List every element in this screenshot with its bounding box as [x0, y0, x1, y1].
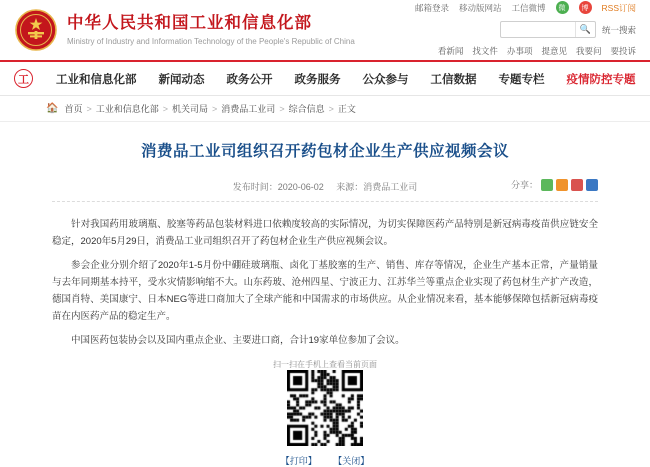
print-link[interactable]: 【打印】 — [280, 456, 317, 466]
site-title-cn: 中华人民共和国工业和信息化部 — [67, 13, 312, 32]
miit-weibo-link[interactable]: 工信微博 — [511, 2, 546, 13]
rss-link[interactable]: RSS订阅 — [601, 2, 636, 13]
wechat-icon[interactable]: 微 — [556, 1, 569, 14]
article-source: 来源：消费品工业司 — [336, 182, 418, 192]
article — [0, 122, 650, 467]
quick-feedback[interactable]: 提意见 — [541, 46, 567, 56]
breadcrumb-consumer-goods[interactable]: 消费品工业司 — [221, 104, 276, 114]
quick-complaint[interactable]: 要投诉 — [610, 46, 636, 56]
breadcrumb-article: 正文 — [337, 104, 356, 114]
article-paragraph: 参会企业分别介绍了2020年1-5月份中硼硅玻璃瓶、卤化丁基胶塞的生产、销售、库存等情况，企业生产基本正常，产量销量与去年同期基本持平，受水灾情影响缩不大。山东药玻、沧州四星、宁波正力、江苏华兰等重点企业实现了药包材生产扩产改造，德国肖特、美国康宁、日本NEG等进口商加大了全球产能和中国需求的市场供应。从企业情况来看，基本能够保障包括新冠病毒疫苗在内医药产品的稳定生产。 — [52, 260, 598, 322]
site-title-en: Ministry of Industry and Information Technology of the People's Republic of China — [67, 37, 355, 46]
search-row — [500, 21, 636, 38]
nav-epidemic[interactable]: 疫情防控专题 — [566, 73, 636, 86]
search-input[interactable] — [501, 22, 575, 37]
page-title: 消费品工业司组织召开药包材企业生产供应视频会议 — [140, 143, 509, 160]
national-emblem — [14, 8, 58, 52]
nav-service[interactable]: 政务服务 — [294, 73, 341, 86]
search-icon[interactable]: 🔍 — [575, 22, 595, 37]
nav-items — [45, 71, 647, 87]
home-icon: 🏠 — [46, 103, 59, 114]
breadcrumb-sep-2: > — [162, 103, 169, 114]
article-paragraph: 中国医药包装协会以及国内重点企业、主要进口商，合计19家单位参加了会议。 — [71, 335, 405, 346]
top-utility-links — [415, 1, 636, 14]
share-weibo-icon[interactable] — [556, 179, 568, 191]
breadcrumb-general-info[interactable]: 综合信息 — [288, 104, 325, 114]
article-footer-links — [52, 454, 598, 467]
nav-topics[interactable]: 专题专栏 — [498, 73, 545, 86]
site-title — [67, 12, 355, 48]
quick-news[interactable]: 看新闻 — [437, 46, 464, 56]
quick-ask[interactable]: 我要问 — [575, 46, 602, 56]
unified-search-label[interactable]: 统一搜索 — [601, 24, 636, 35]
breadcrumb-home[interactable]: 首页 — [64, 104, 83, 114]
nav-participation[interactable]: 公众参与 — [362, 73, 409, 86]
breadcrumb-sep-1: > — [86, 103, 92, 114]
qr-section — [52, 356, 598, 446]
share-label: 分享： — [510, 180, 538, 190]
close-link[interactable]: 【关闭】 — [333, 456, 370, 466]
share-more-icon[interactable] — [586, 179, 598, 191]
qr-code — [287, 370, 363, 446]
article-body — [52, 216, 598, 349]
nav-logo-icon[interactable]: 工 — [14, 69, 33, 88]
share-qq-icon[interactable] — [571, 179, 583, 191]
search-box[interactable] — [500, 21, 596, 38]
qr-caption: 扫一扫在手机上查看当前页面 — [273, 360, 377, 369]
nav-openness[interactable]: 政务公开 — [226, 73, 273, 86]
email-login-link[interactable]: 邮箱登录 — [414, 2, 449, 13]
article-paragraph: 针对我国药用玻璃瓶、胶塞等药品包装材料进口依赖度较高的实际情况，为切实保障医药产品特别是新冠病毒疫苗供应链安全稳定，2020年5月29日，消费品工业司组织召开了药包材企业生产供应视频会议。 — [52, 219, 598, 247]
nav-data[interactable]: 工信数据 — [430, 73, 477, 86]
share-wechat-icon[interactable] — [541, 179, 553, 191]
share-bar — [511, 178, 598, 191]
nav-news[interactable]: 新闻动态 — [158, 73, 205, 86]
quick-affairs[interactable]: 办事项 — [506, 46, 533, 56]
breadcrumb-sep-3: > — [212, 103, 218, 114]
breadcrumb-sep-5: > — [328, 103, 334, 114]
breadcrumb-departments[interactable]: 机关司局 — [172, 104, 209, 114]
nav-home[interactable]: 工业和信息化部 — [56, 73, 137, 86]
breadcrumb-sep-4: > — [279, 103, 285, 114]
site-header — [0, 0, 650, 62]
breadcrumb-miit[interactable]: 工业和信息化部 — [95, 104, 159, 114]
publish-time: 发布时间：2020-06-02 — [232, 182, 324, 192]
weibo-icon[interactable]: 博 — [579, 1, 592, 14]
main-nav — [0, 62, 650, 96]
header-right — [415, 0, 636, 60]
quick-links — [438, 45, 636, 57]
quick-docs[interactable]: 找文件 — [472, 46, 498, 56]
breadcrumb — [0, 96, 650, 122]
mobile-site-link[interactable]: 移动版网站 — [458, 2, 502, 13]
article-meta — [52, 180, 598, 202]
